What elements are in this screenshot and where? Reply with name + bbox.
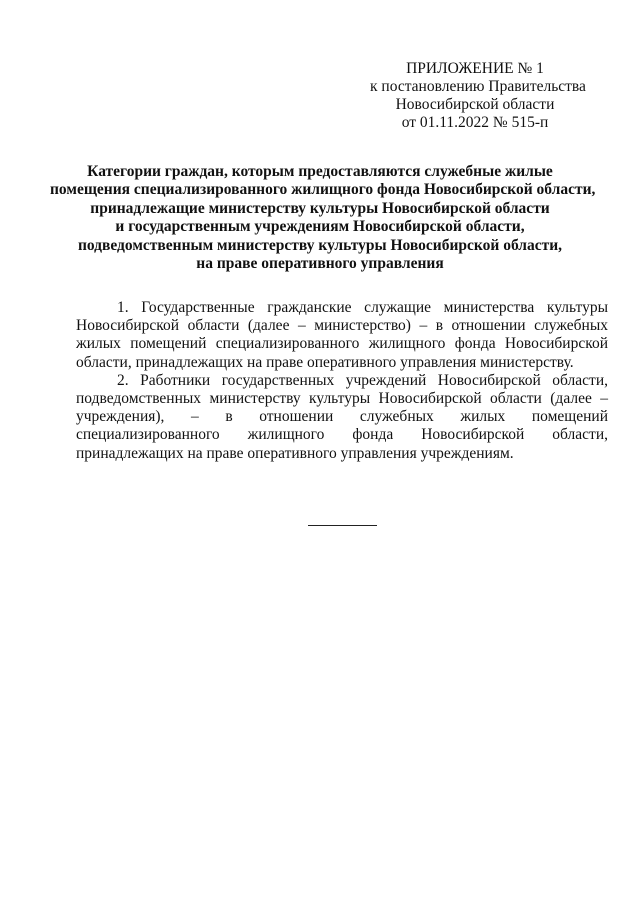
document-body xyxy=(76,299,608,463)
appendix-line-date: от 01.11.2022 № 515-п xyxy=(401,114,549,131)
appendix-title: ПРИЛОЖЕНИЕ № 1 xyxy=(406,60,544,77)
document-heading xyxy=(50,163,596,273)
appendix-line-region: Новосибирской области xyxy=(395,96,555,113)
heading-line: подведомственным министерству культуры Новосибирской области, xyxy=(77,236,563,254)
list-item: 1. Государственные гражданские служащие министерства культуры Новосибирской области (далее – министерство) – в отношении служебных жилых помещений специализированного жилищного фонда Новосибирской области, принадлежащих на праве оперативного управления министерству. xyxy=(76,299,608,371)
heading-line: и государственным учреждениям Новосибирской области, xyxy=(115,218,525,236)
appendix-line-decree: к постановлению Правительства xyxy=(370,78,586,95)
appendix-header xyxy=(370,60,586,132)
heading-line: помещения специализированного жилищного фонда Новосибирской области, xyxy=(50,181,596,199)
heading-line: на праве оперативного управления xyxy=(196,255,444,273)
heading-line: Категории граждан, которым предоставляются служебные жилые xyxy=(87,163,553,180)
heading-line: принадлежащие министерству культуры Новосибирской области xyxy=(90,199,550,217)
end-separator-line xyxy=(308,525,377,526)
list-item: 2. Работники государственных учреждений Новосибирской области, подведомственных министерству культуры Новосибирской области (далее – учреждения), – в отношении служебных жилых помещений специализированного жилищного фонда Новосибирской области, принадлежащих на праве оперативного управления учреждениям. xyxy=(76,371,608,462)
